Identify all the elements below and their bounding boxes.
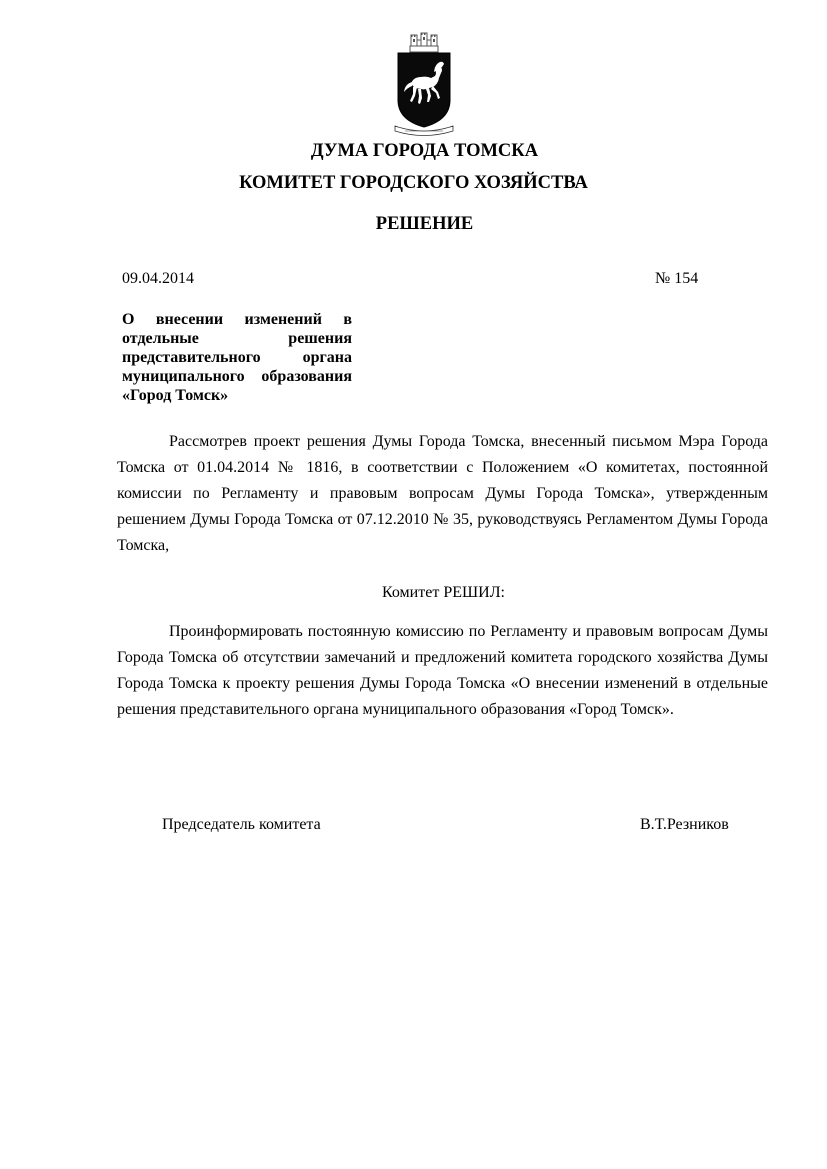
committee-decided: Комитет РЕШИЛ:: [381, 584, 505, 601]
signer-name: В.Т.Резников: [640, 816, 729, 833]
document-number: № 154: [655, 270, 699, 287]
committee-title: КОМИТЕТ ГОРОДСКОГО ХОЗЯЙСТВА: [239, 173, 588, 193]
document-type: РЕШЕНИЕ: [375, 214, 474, 234]
document-subject: О внесении изменений в отдельные решения представительного органа муниципального образования «Город Томск»: [122, 311, 352, 404]
body-paragraph-2: Проинформировать постоянную комиссию по Регламенту и правовым вопросам Думы Города Томска об отсутствии замечаний и предложений комитета городского хозяйства Думы Города Томска к проекту решения Думы Города Томска «О внесении изменений в отдельные решения представительного органа муниципального образования «Город Томск».: [117, 623, 768, 718]
duma-title: ДУМА ГОРОДА ТОМСКА: [310, 141, 539, 161]
coat-of-arms-icon: [391, 32, 457, 138]
body-paragraph-1: Рассмотрев проект решения Думы Города Томска, внесенный письмом Мэра Города Томска от 01.04.2014 № 1816, в соответствии с Положением «О комитетах, постоянной комиссии по Регламенту и правовым вопросам Думы Города Томска», утвержденным решением Думы Города Томска от 07.12.2010 № 35, руководствуясь Регламентом Думы Города Томска,: [117, 433, 768, 554]
signer-title: Председатель комитета: [162, 816, 321, 833]
document-date: 09.04.2014: [122, 270, 194, 287]
